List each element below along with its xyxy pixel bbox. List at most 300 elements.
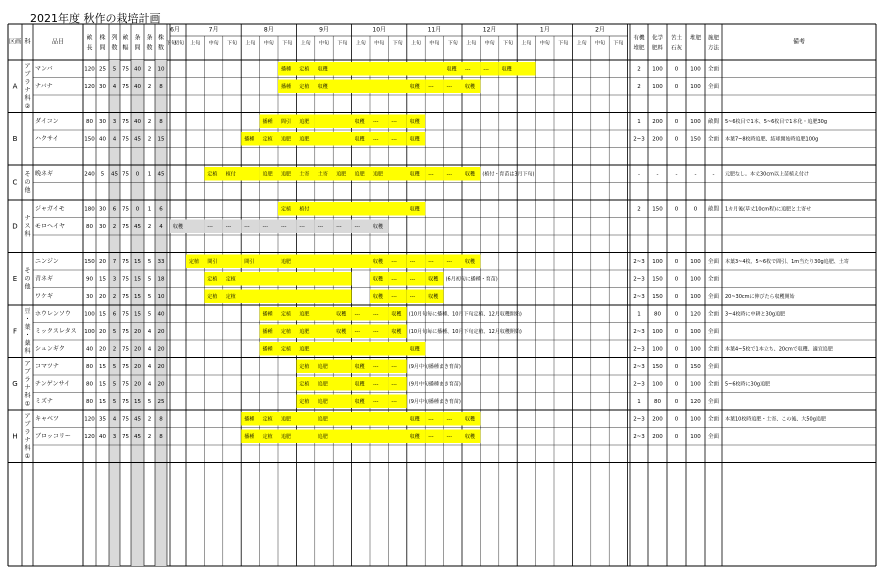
schedule-label: --- [354, 223, 361, 230]
row-right-1: - [656, 171, 659, 178]
row-stat: 75 [122, 171, 129, 178]
row-right-3: 150 [690, 363, 701, 370]
schedule-label: --- [446, 258, 453, 265]
section-label: B [12, 134, 18, 143]
row-name: 青ネギ [35, 275, 54, 283]
schedule-label: 間引 [244, 258, 255, 265]
row-name: シュンギク [35, 345, 65, 353]
schedule-label: 定植 [262, 136, 273, 143]
schedule-bar [223, 255, 241, 269]
schedule-label: 収穫 [336, 328, 347, 335]
row-right-2: 0 [674, 136, 679, 143]
row-right-0: 2~3 [633, 381, 645, 388]
schedule-label: --- [281, 223, 287, 230]
row-stat: 75 [122, 206, 129, 213]
row-right-1: 150 [652, 363, 663, 370]
row-stat: 30 [99, 83, 106, 90]
header-third: 上旬 [576, 40, 587, 47]
row-right-1: 200 [652, 118, 663, 125]
row-stat: 45 [134, 416, 141, 423]
row-stat: 30 [99, 206, 106, 213]
section-family: ブ [24, 420, 31, 428]
schedule-label: --- [391, 118, 397, 125]
row-right-2: - [675, 171, 678, 178]
row-stat: 80 [86, 118, 93, 125]
header-third: 下旬 [558, 40, 569, 47]
section-family: 科 [24, 392, 31, 400]
schedule-label: --- [373, 328, 379, 335]
section-label: H [12, 432, 18, 441]
header-right-4: 施肥 [707, 35, 720, 42]
row-stat: 5 [147, 398, 152, 405]
row-right-2: 0 [674, 206, 679, 213]
row-right-0: 2~3 [633, 433, 645, 440]
row-name: モロヘイヤ [35, 222, 66, 230]
section-family: の [24, 275, 31, 283]
schedule-label: --- [299, 223, 305, 230]
section-family: 他 [24, 187, 31, 194]
schedule-label: 間引 [207, 258, 218, 265]
row-stat: 4 [147, 346, 152, 353]
header-third: 下旬 [613, 40, 624, 47]
section-family: 科 [24, 230, 31, 238]
schedule-label: --- [207, 223, 213, 230]
row-name: コマツナ [35, 362, 59, 370]
row-right-1: 80 [654, 398, 661, 405]
row-stat: 5 [112, 66, 117, 73]
row-right-4: 全面 [707, 83, 720, 90]
row-right-3: 100 [690, 381, 701, 388]
schedule-label: 追肥 [354, 171, 365, 178]
row-stat: 15 [134, 258, 141, 265]
schedule-bar [333, 377, 351, 391]
row-name: ミックスレタス [35, 327, 77, 335]
schedule-label: 植付 [225, 171, 236, 178]
row-right-0: - [638, 171, 640, 178]
row-right-3: 120 [690, 311, 701, 318]
row-name: キャベツ [35, 415, 60, 423]
header-right-1-b: 肥料 [651, 45, 664, 52]
row-stat: 35 [99, 416, 106, 423]
row-right-0: 1 [637, 398, 641, 405]
header-stat-6: 株 [157, 34, 165, 42]
schedule-bar [333, 395, 351, 409]
row-stat: 4 [147, 363, 152, 370]
row-stat: 5 [147, 293, 152, 300]
row-stat: 150 [84, 258, 95, 265]
header-month: 10月 [372, 26, 387, 34]
section-family: ・ [24, 315, 31, 323]
section-family: ナ [24, 436, 31, 444]
row-right-3: 100 [690, 346, 701, 353]
row-stat: 15 [134, 276, 141, 283]
schedule-label: 収穫 [409, 118, 420, 125]
row-stat: 120 [84, 433, 95, 440]
row-right-0: 2~3 [633, 276, 645, 283]
header-stat-2-b: 数 [111, 44, 118, 52]
section-family: ① [24, 452, 31, 460]
header-right-1: 化学 [651, 35, 664, 42]
schedule-label: --- [391, 258, 397, 265]
row-right-3: 0 [693, 206, 698, 213]
header-right-4-b: 方法 [707, 45, 720, 52]
header-right-0-b: 堆肥 [633, 45, 645, 52]
schedule-label: 追肥 [281, 258, 292, 265]
row-stat: 75 [122, 118, 129, 125]
row-right-4: 全面 [707, 136, 720, 143]
row-stat: 3 [112, 118, 117, 125]
section-label: C [12, 178, 18, 187]
schedule-label: 追肥 [317, 433, 328, 440]
schedule-label: --- [446, 416, 453, 423]
row-right-0: 2~3 [633, 136, 645, 143]
schedule-label: 追肥 [373, 171, 384, 178]
section-family: ア [24, 412, 31, 420]
row-stat: 80 [86, 223, 93, 230]
row-stat: 45 [134, 223, 141, 230]
row-right-1: 150 [652, 206, 663, 213]
row-stat: 4 [112, 416, 117, 423]
header-stat-1: 株 [99, 34, 106, 42]
section-family: 薬 [24, 339, 31, 347]
row-name: 晩ネギ [35, 170, 54, 178]
schedule-label: 定植 [262, 433, 273, 440]
schedule-label: 収穫 [409, 136, 420, 143]
row-stat: 0 [135, 206, 140, 213]
row-right-4: 全面 [707, 276, 720, 283]
row-remark: 本葉4~5枚で1本立ち、20cmで収穫、適宜追肥 [725, 346, 833, 353]
header-third: 中旬 [429, 40, 440, 47]
row-stat: 2 [112, 346, 117, 353]
row-right-0: 1 [637, 311, 641, 318]
row-right-0: 2~3 [633, 258, 645, 265]
row-stat: 2 [147, 433, 152, 440]
schedule-label: 追肥 [281, 171, 292, 178]
row-stat: 20 [157, 363, 165, 370]
schedule-label: --- [373, 136, 379, 143]
row-stat: 15 [99, 363, 106, 370]
schedule-label: 播種 [262, 328, 273, 335]
row-stat: 40 [134, 66, 141, 73]
row-right-2: 0 [674, 311, 679, 318]
schedule-label: 収穫 [354, 398, 365, 405]
section-family: 葉 [24, 323, 31, 331]
section-family: 科 [24, 347, 31, 355]
schedule-label: 収穫 [409, 346, 420, 353]
section-family: ブ [24, 368, 31, 376]
row-stat: 15 [157, 136, 165, 143]
schedule-label: 追肥 [317, 398, 328, 405]
row-stat: 45 [134, 433, 141, 440]
row-stat: 5 [147, 276, 152, 283]
row-name: ハクサイ [35, 135, 59, 143]
row-stat: 1 [147, 206, 152, 213]
header-third: 上旬 [245, 40, 256, 47]
schedule-label: 収穫 [409, 433, 420, 440]
schedule-bar [241, 272, 351, 286]
schedule-label: 収穫 [373, 223, 384, 230]
row-stat: 40 [86, 346, 93, 353]
header-month-june: 6月 [170, 26, 180, 34]
schedule-label: 定植 [281, 346, 292, 353]
row-stat: 6 [112, 311, 117, 318]
row-stat: 15 [99, 381, 106, 388]
schedule-label: --- [428, 83, 434, 90]
row-right-2: 0 [674, 381, 679, 388]
row-right-3: 100 [690, 258, 701, 265]
row-stat: 5 [147, 258, 152, 265]
schedule-label: --- [428, 433, 434, 440]
row-right-1: 200 [652, 416, 663, 423]
row-stat: 120 [84, 416, 95, 423]
row-right-4: 全面 [707, 258, 720, 265]
row-stat: 7 [112, 258, 117, 265]
row-stat: 20 [157, 381, 165, 388]
row-remark: 20~30cmに伸びたら収穫開始 [725, 293, 795, 300]
schedule-label: --- [446, 433, 453, 440]
schedule-label: 定植 [225, 293, 236, 300]
row-right-4: 全面 [707, 416, 720, 423]
row-right-1: 150 [652, 293, 663, 300]
row-stat: 100 [84, 311, 95, 318]
row-stat: 45 [134, 136, 141, 143]
section-family: 他 [24, 283, 31, 291]
schedule-label: 定植 [207, 293, 218, 300]
header-stat-6-b: 数 [157, 44, 165, 52]
schedule-label: --- [373, 311, 379, 318]
row-right-1: 100 [652, 328, 663, 335]
header-third: 上旬 [521, 40, 532, 47]
schedule-label: 収穫 [501, 66, 512, 73]
row-right-4: 畝間 [707, 118, 720, 125]
row-stat: 6 [112, 206, 117, 213]
header-kubun: 区画 [8, 38, 22, 46]
row-right-2: 0 [674, 363, 679, 370]
row-right-0: 2 [637, 206, 641, 213]
row-right-4: 畝間 [707, 206, 720, 213]
row-right-3: - [694, 171, 697, 178]
schedule-label: 追肥 [317, 416, 328, 423]
schedule-label: --- [317, 223, 324, 230]
schedule-label: 追肥 [299, 346, 310, 353]
row-right-1: 150 [652, 276, 663, 283]
row-right-4: 全面 [707, 293, 720, 300]
schedule-label: 追肥 [281, 433, 292, 440]
header-third: 下旬 [226, 40, 238, 47]
row-right-2: 0 [674, 328, 679, 335]
row-remark: 1カ月後(草丈10cm程)に追肥と土寄せ [725, 206, 812, 213]
schedule-label: --- [336, 223, 342, 230]
section-family: ラ [24, 376, 31, 384]
schedule-label: 収穫 [336, 311, 347, 318]
schedule-label: 収穫 [465, 83, 476, 90]
row-stat: 4 [112, 83, 117, 90]
schedule-label: --- [391, 398, 397, 405]
schedule-note: (9月中旬播種まき育苗) [408, 381, 461, 388]
row-stat: 25 [99, 66, 106, 73]
row-right-3: 100 [690, 328, 701, 335]
row-right-3: 100 [690, 416, 701, 423]
row-remark: 5~6枚目で1本、5~6枚目で1本化・追肥30g [725, 118, 828, 125]
row-right-4: 全面 [707, 328, 720, 335]
row-right-2: 0 [674, 276, 679, 283]
row-right-2: 0 [674, 416, 679, 423]
row-stat: 75 [122, 328, 129, 335]
schedule-note: (9月中旬播種まき育苗) [408, 398, 461, 405]
row-stat: 4 [147, 328, 152, 335]
row-stat: 2 [147, 66, 152, 73]
header-june-early: 初旬 [173, 40, 185, 47]
row-stat: 2 [147, 118, 152, 125]
row-stat: 8 [159, 416, 163, 423]
row-right-1: 200 [652, 433, 663, 440]
row-stat: 120 [84, 66, 95, 73]
row-stat: 20 [99, 258, 106, 265]
row-right-1: 200 [652, 136, 663, 143]
header-right-2-b: 石灰 [670, 45, 683, 52]
row-right-3: 120 [690, 398, 701, 405]
row-right-0: 2~3 [633, 346, 645, 353]
schedule-label: --- [428, 416, 434, 423]
row-right-2: 0 [674, 118, 679, 125]
row-stat: 20 [157, 328, 165, 335]
schedule-label: 収穫 [373, 258, 384, 265]
row-stat: 2 [147, 136, 152, 143]
row-stat: 4 [112, 136, 117, 143]
row-remark: 5~6枚時に30g追肥 [725, 381, 771, 388]
row-stat: 10 [157, 293, 165, 300]
section-family: ナ [24, 86, 31, 94]
schedule-label: 収穫 [465, 433, 476, 440]
row-stat: 5 [112, 363, 117, 370]
row-right-2: 0 [674, 398, 679, 405]
section-label: D [12, 222, 18, 231]
row-stat: 15 [99, 276, 106, 283]
schedule-label: --- [391, 136, 397, 143]
section-family: の [24, 179, 31, 186]
header-stat-5: 条 [146, 34, 153, 42]
row-stat: 33 [157, 258, 165, 265]
row-name: ブロッコリー [35, 432, 71, 440]
schedule-label: 収穫 [409, 416, 420, 423]
schedule-label: 播種 [262, 118, 273, 125]
row-stat: 240 [84, 171, 95, 178]
row-stat: 6 [159, 206, 163, 213]
row-right-2: 0 [674, 83, 679, 90]
row-stat: 80 [86, 381, 93, 388]
section-family: ス [24, 222, 31, 230]
header-month: 12月 [482, 26, 497, 34]
header-right-0: 有機 [633, 35, 645, 42]
header-month: 8月 [263, 26, 274, 34]
schedule-label: 収穫 [391, 328, 402, 335]
row-stat: 20 [99, 328, 106, 335]
schedule-bar [241, 167, 259, 181]
row-name: ニンジン [35, 257, 59, 265]
header-june-late: 下旬 [165, 40, 177, 47]
schedule-label: --- [391, 363, 397, 370]
schedule-label: 播種 [262, 311, 273, 318]
schedule-label: 定植 [281, 311, 292, 318]
schedule-note: (植付・育苗は3月下旬) [482, 171, 535, 178]
section-family: ア [24, 62, 31, 70]
row-right-4: 全面 [707, 311, 720, 318]
row-stat: 8 [159, 433, 163, 440]
row-name: ジャガイモ [35, 205, 65, 213]
row-right-4: 全面 [707, 363, 720, 370]
section-family: そ [24, 171, 31, 178]
row-stat: 75 [122, 66, 129, 73]
schedule-label: 追肥 [262, 171, 273, 178]
header-month: 9月 [319, 26, 329, 34]
schedule-label: 播種 [244, 416, 255, 423]
row-stat: 2 [112, 223, 117, 230]
schedule-label: --- [354, 328, 361, 335]
section-family: ラ [24, 78, 31, 86]
row-remark: 3~4枚時に中耕と30g追肥 [725, 311, 786, 318]
row-right-1: 100 [652, 346, 663, 353]
schedule-label: --- [409, 258, 416, 265]
row-right-1: 100 [652, 381, 663, 388]
row-stat: 30 [99, 118, 106, 125]
header-month: 7月 [208, 26, 219, 34]
header-right-2: 苦土 [670, 35, 683, 42]
section-family: ① [24, 400, 31, 408]
section-family: 科 [24, 444, 31, 452]
row-stat: 15 [134, 293, 141, 300]
row-right-3: 100 [690, 433, 701, 440]
header-stat-4: 条 [134, 34, 141, 42]
schedule-label: --- [225, 223, 232, 230]
row-stat: 75 [122, 346, 129, 353]
row-stat: 3 [112, 276, 117, 283]
row-stat: 40 [134, 83, 141, 90]
schedule-label: --- [446, 83, 453, 90]
schedule-label: --- [354, 311, 361, 318]
row-stat: 80 [86, 398, 93, 405]
row-right-2: 0 [674, 433, 679, 440]
row-remark: 元肥なし。本丈30cm以上苗植え付け [725, 171, 809, 178]
header-third: 中旬 [484, 40, 495, 47]
header-month: 11月 [427, 26, 442, 34]
row-stat: 25 [157, 398, 165, 405]
schedule-note: (10月旬毎に播種、10月下旬定植、12月収穫開始) [408, 311, 522, 318]
schedule-label: --- [262, 223, 269, 230]
row-name: チンゲンサイ [35, 380, 71, 388]
row-stat: 5 [147, 311, 152, 318]
row-stat: 20 [157, 346, 165, 353]
row-right-1: 100 [652, 258, 663, 265]
schedule-label: --- [373, 381, 379, 388]
row-stat: 5 [100, 171, 105, 178]
section-family: そ [24, 267, 31, 275]
schedule-label: 定植 [299, 381, 310, 388]
header-stat-0: 畝 [86, 34, 93, 42]
header-third: 下旬 [282, 40, 293, 47]
schedule-label: 定植 [281, 328, 292, 335]
row-stat: 5 [112, 328, 117, 335]
schedule-label: 追肥 [299, 118, 310, 125]
row-stat: 0 [135, 171, 140, 178]
row-stat: 20 [134, 363, 141, 370]
schedule-label: 収穫 [446, 66, 457, 73]
schedule-label: 追肥 [281, 136, 292, 143]
schedule-label: 収穫 [409, 206, 420, 213]
row-stat: 90 [86, 276, 93, 283]
schedule-label: 収穫 [428, 276, 439, 283]
schedule-label: 収穫 [373, 293, 384, 300]
schedule-label: 追肥 [299, 136, 310, 143]
